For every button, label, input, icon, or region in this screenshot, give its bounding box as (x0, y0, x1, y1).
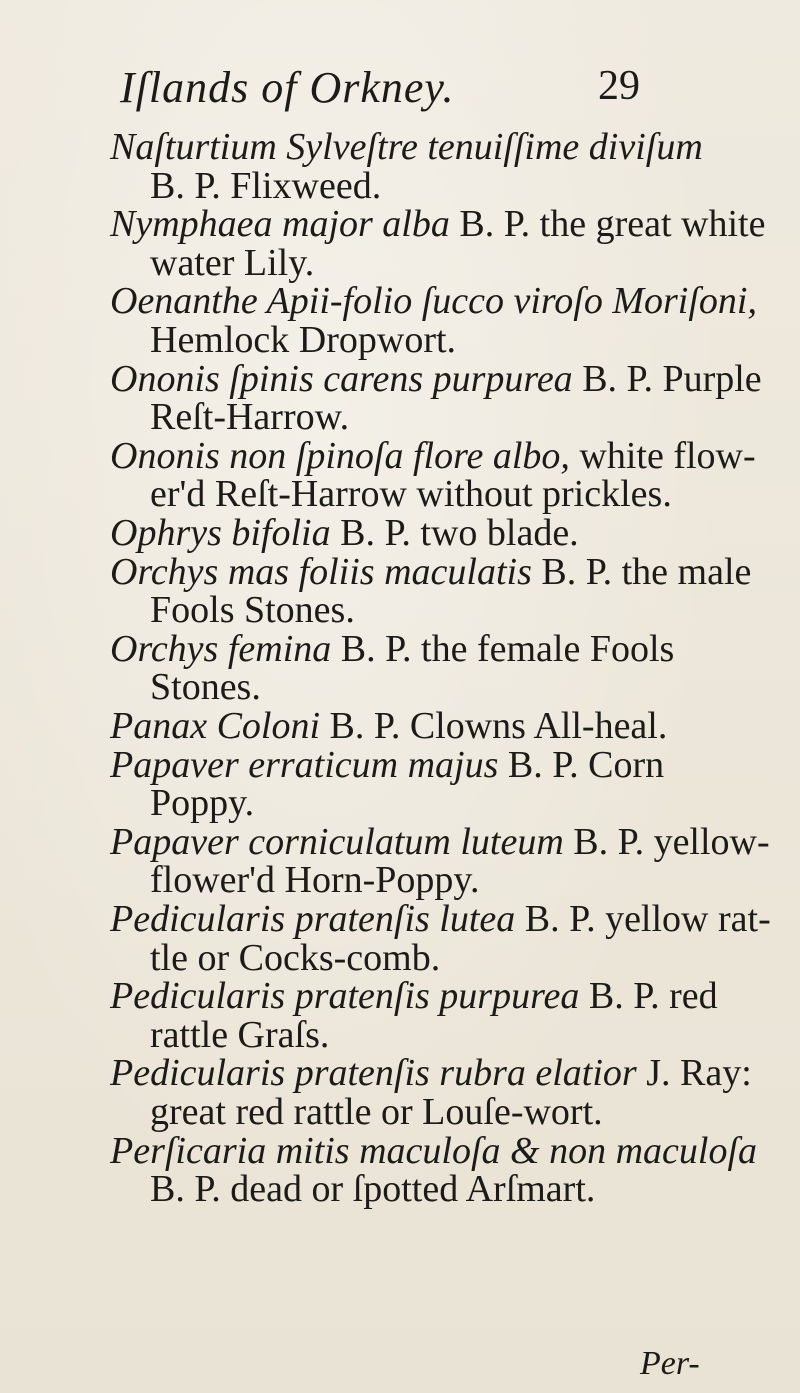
entry-line: Reſt-Harrow. (150, 396, 350, 438)
entry-line: great red rattle or Louſe-wort. (150, 1091, 603, 1133)
entry-line: Ononis ſpinis carens purpurea B. P. Purple (110, 358, 762, 400)
entry-line: Oenanthe Apii-folio ſucco viroſo Moriſoni, (110, 280, 757, 322)
catchword: Per- (640, 1345, 700, 1382)
entry-line: flower'd Horn-Poppy. (150, 859, 480, 901)
entry-line: Orchys mas foliis maculatis B. P. the male (110, 551, 752, 593)
entry-line: Ononis non ſpinoſa flore albo, white flow- (110, 435, 756, 477)
entry-line: er'd Reſt-Harrow without prickles. (150, 473, 672, 515)
entry-line: B. P. Flixweed. (150, 165, 382, 207)
entry-line: Perſicaria mitis maculoſa & non maculoſa (110, 1130, 758, 1172)
entry-line: Orchys femina B. P. the female Fools (110, 628, 675, 670)
page-header (110, 62, 680, 132)
entry-line: Pedicularis pratenſis purpurea B. P. red (110, 975, 718, 1017)
entry-line: Naſturtium Sylveſtre tenuiſſime diviſum (110, 126, 703, 168)
entry-line: Stones. (150, 666, 261, 708)
entry-line: tle or Cocks-comb. (150, 937, 441, 979)
entry-line: rattle Graſs. (150, 1014, 330, 1056)
entry-line: water Lily. (150, 242, 315, 284)
entry-line: Panax Coloni B. P. Clowns All-heal. (110, 705, 668, 747)
entry-line: Pedicularis pratenſis rubra elatior J. Ray: (110, 1052, 752, 1094)
entry-line: Hemlock Dropwort. (150, 319, 457, 361)
entry-line: Ophrys bifolia B. P. two blade. (110, 512, 579, 554)
entry-line: Papaver corniculatum luteum B. P. yellow- (110, 821, 770, 863)
entry-line: B. P. dead or ſpotted Arſmart. (150, 1168, 596, 1210)
entry-line: Poppy. (150, 782, 255, 824)
entry-line: Pedicularis pratenſis lutea B. P. yellow rat- (110, 898, 771, 940)
page-number: 29 (598, 63, 640, 109)
entry-line: Papaver erraticum majus B. P. Corn (110, 744, 665, 786)
entry-line: Nymphaea major alba B. P. the great white (110, 203, 766, 245)
running-head: Iſlands of Orkney. (120, 63, 455, 112)
entry-line: Fools Stones. (150, 589, 355, 631)
